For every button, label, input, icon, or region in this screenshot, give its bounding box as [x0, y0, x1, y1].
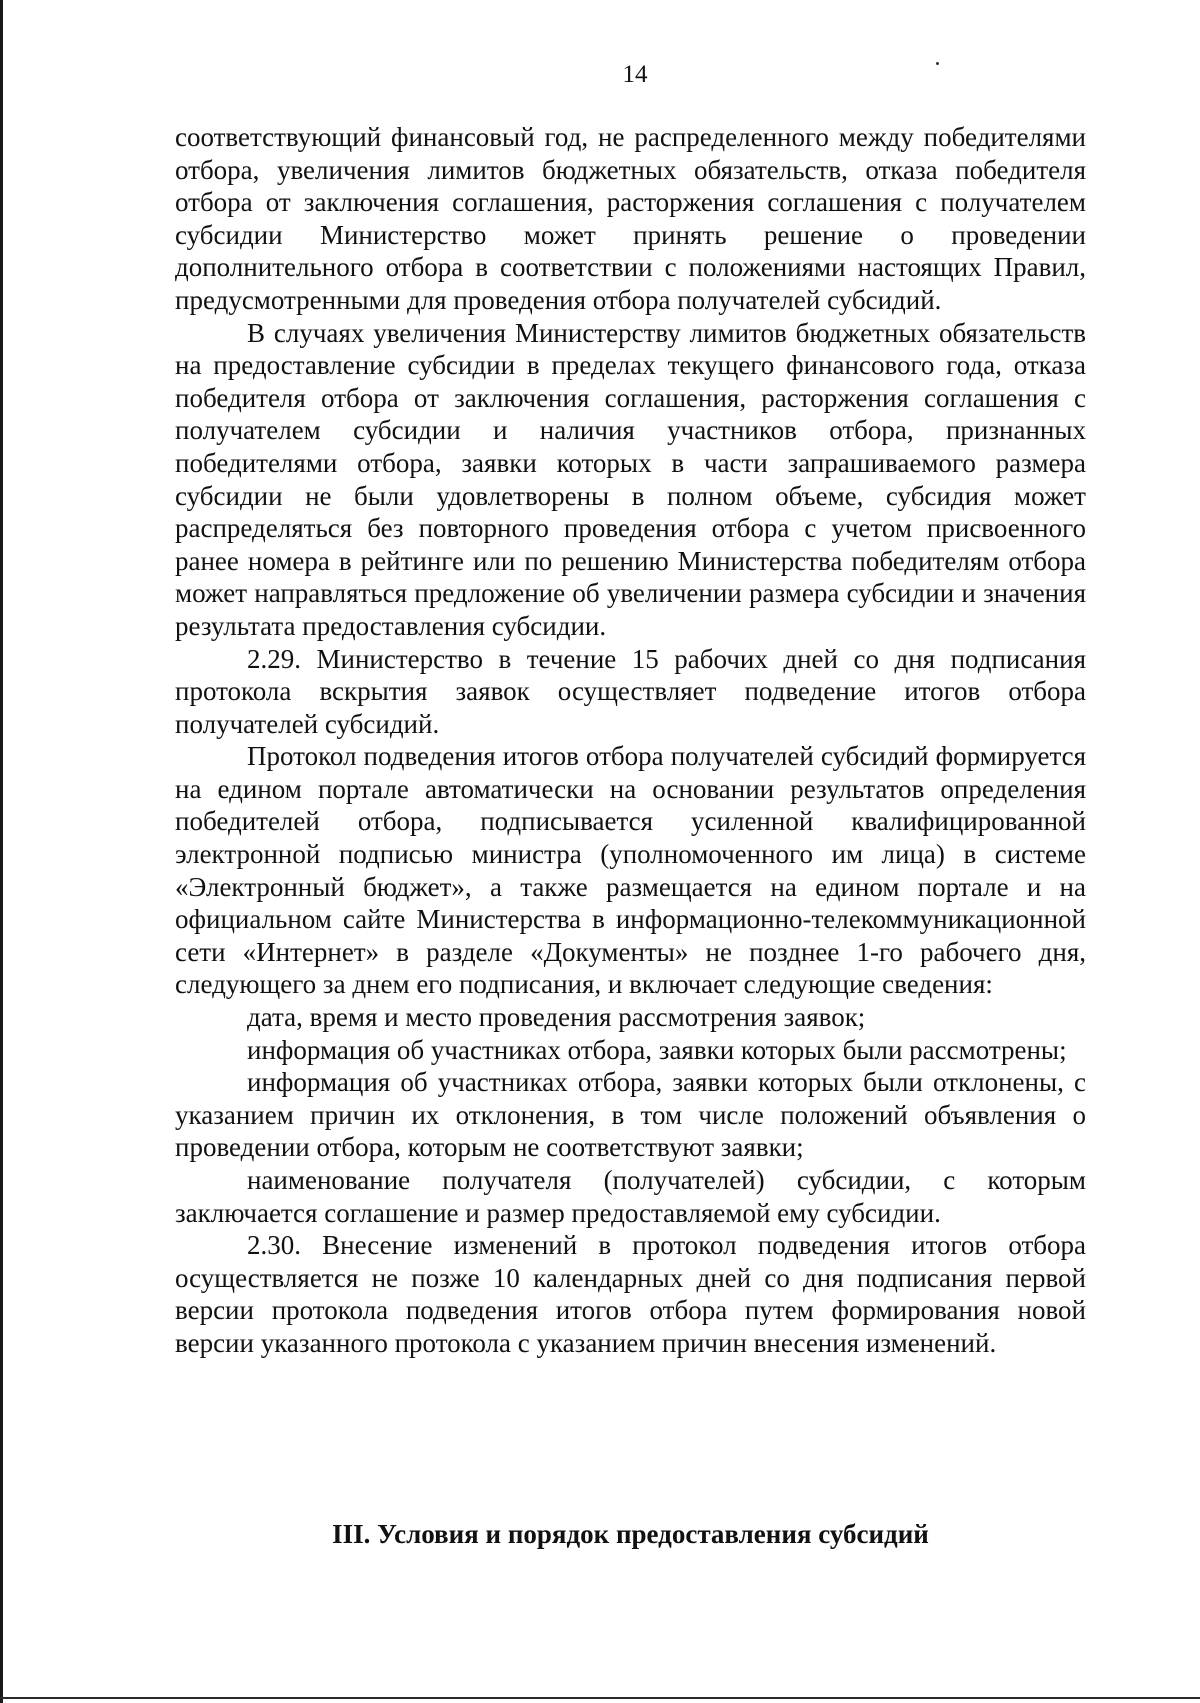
document-body [175, 121, 1086, 1360]
section-heading: III. Условия и порядок предоставления субсидий [332, 1519, 929, 1549]
paragraph: соответствующий финансовый год, не распределенного между победителями отбора, увеличения лимитов бюджетных обязательств, отказа победителя отбора от заключения соглашения, расторжения соглашения с получателем субсидии Министерство может принять решение о проведении дополнительного отбора в соответствии с положениями настоящих Правил, предусмотренными для проведения отбора получателей субсидий. [175, 122, 1086, 315]
paragraph: 2.30. Внесение изменений в протокол подведения итогов отбора осуществляется не позже 10 календарных дней со дня подписания первой версии протокола подведения итогов отбора путем формирования новой версии указанного протокола с указанием причин внесения изменений. [175, 1230, 1086, 1358]
list-item: информация об участниках отбора, заявки которых были отклонены, с указанием причин их отклонения, в том числе положений объявления о проведении отбора, которым не соответствуют заявки; [175, 1067, 1086, 1163]
page-number: 14 [622, 61, 648, 88]
list-item: наименование получателя (получателей) субсидии, с которым заключается соглашение и размер предоставляемой ему субсидии. [175, 1165, 1086, 1228]
paragraph: В случаях увеличения Министерству лимитов бюджетных обязательств на предоставление субсидии в пределах текущего финансового года, отказа победителя отбора от заключения соглашения, расторжения соглашения с получателем субсидии и наличия участников отбора, признанных победителями отбора, заявки которых в части запрашиваемого размера субсидии не были удовлетворены в полном объеме, субсидия может распределяться без повторного проведения отбора с учетом присвоенного ранее номера в рейтинге или по решению Министерства победителям отбора может направляться предложение об увеличении размера субсидии и значения результата предоставления субсидии. [175, 317, 1086, 641]
list-item: дата, время и место проведения рассмотрения заявок; [247, 1002, 866, 1033]
list-item: информация об участниках отбора, заявки которых были рассмотрены; [247, 1034, 1067, 1065]
paragraph: Протокол подведения итогов отбора получателей субсидий формируется на едином портале автоматически на основании результатов определения победителей отбора, подписывается усиленной квалифицированной электронной подписью министра (уполномоченного им лица) в системе «Электронный бюджет», а также размещается на едином портале и на официальном сайте Министерства в информационно-телекоммуникационной сети «Интернет» в разделе «Документы» не позднее 1-го рабочего дня, следующего за днем его подписания, и включает следующие сведения: [175, 741, 1086, 1000]
scan-edge-bottom [0, 1697, 1200, 1699]
scan-edge-left [0, 0, 3, 1703]
paragraph: 2.29. Министерство в течение 15 рабочих дней со дня подписания протокола вскрытия заявок осуществляет подведение итогов отбора получателей субсидий. [175, 643, 1086, 739]
